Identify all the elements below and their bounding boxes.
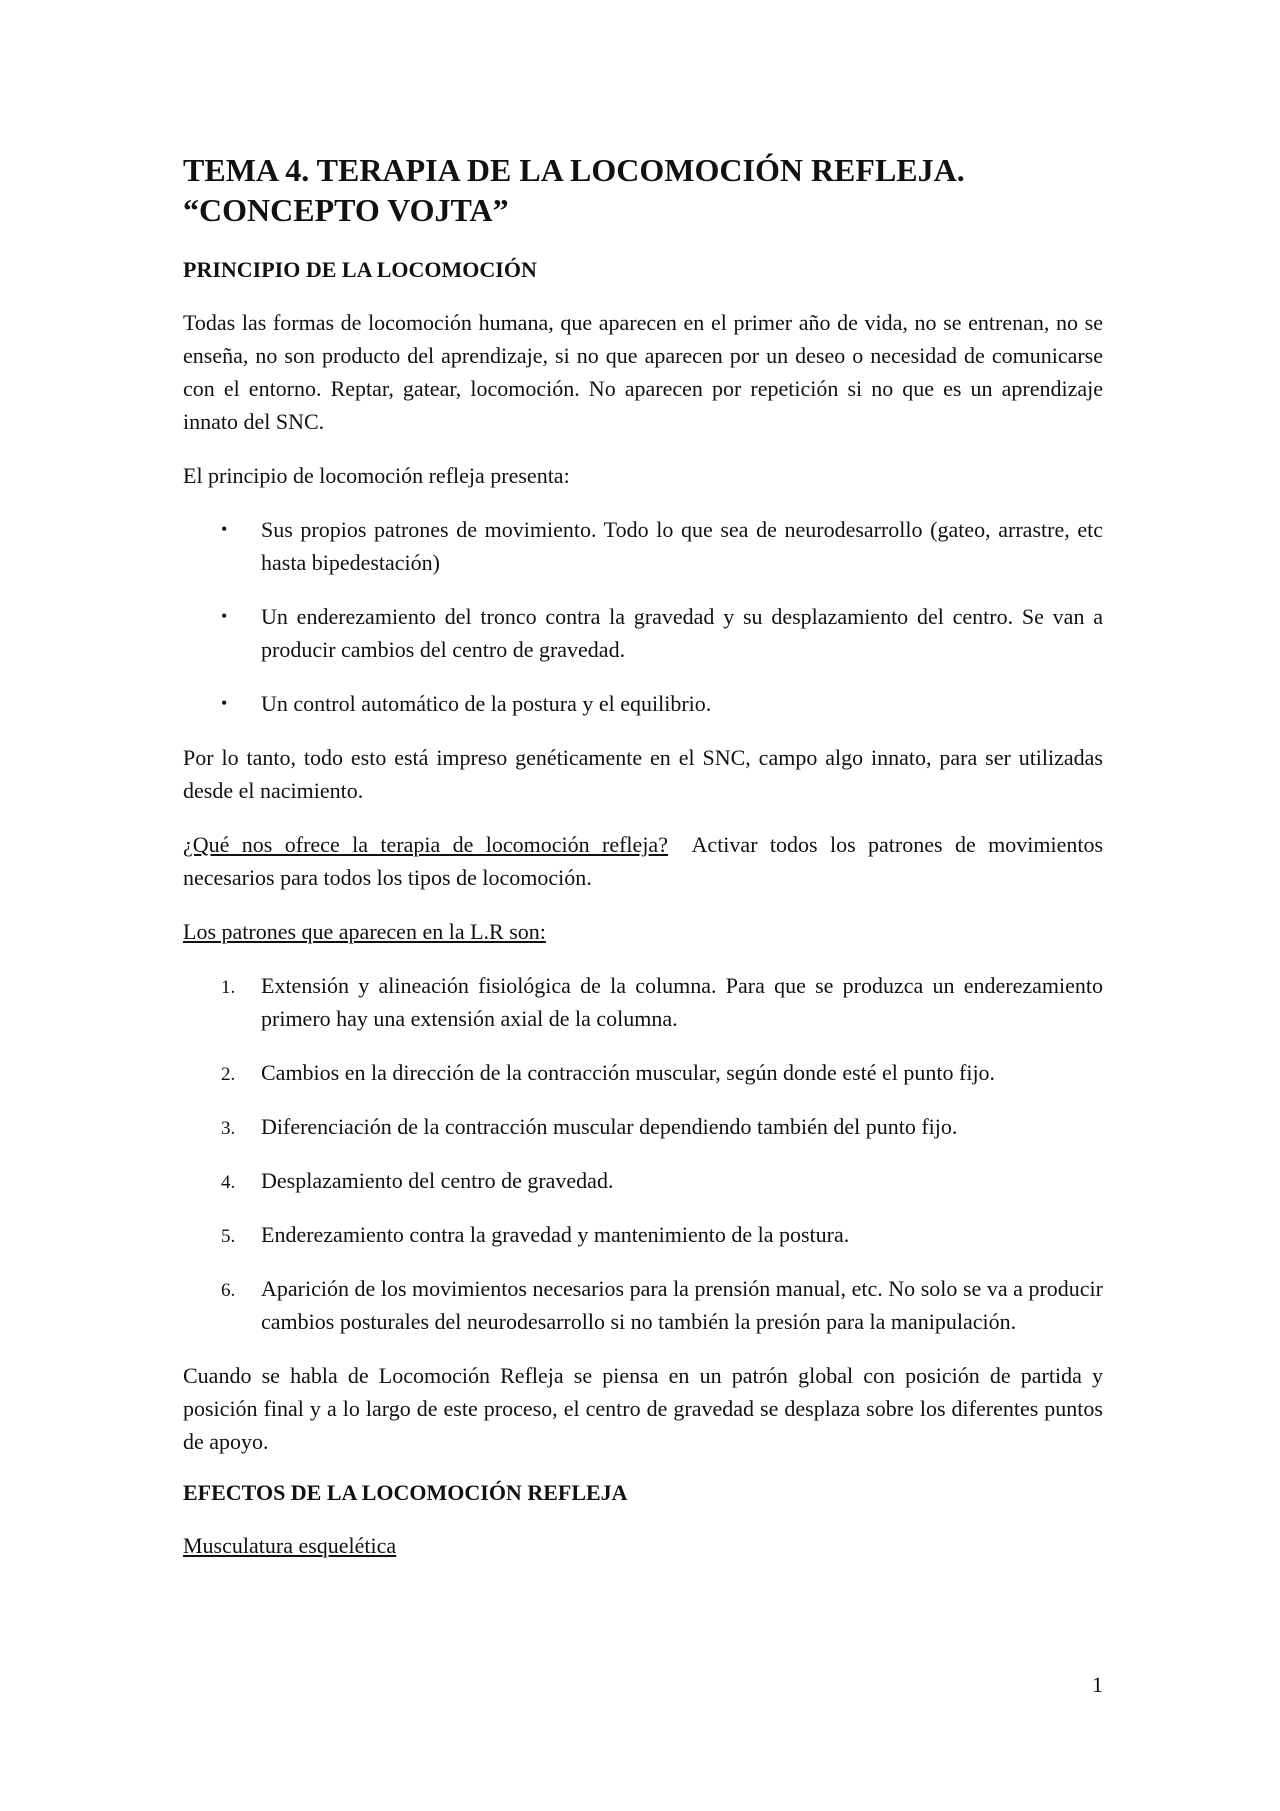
paragraph-6: Cuando se habla de Locomoción Refleja se piensa en un patrón global con posición de partida y posición final y a lo largo de este proceso, el centro de gravedad se desplaza sobre los diferentes puntos de apoyo. (183, 1363, 1103, 1454)
list-item (183, 513, 1103, 579)
item-number: 1. (221, 977, 236, 998)
subheading (183, 1529, 1103, 1562)
item-number: 2. (221, 1064, 236, 1085)
title-line-2: “CONCEPTO VOJTA” (183, 192, 509, 228)
document-title (183, 150, 1103, 230)
answer-text: Activar todos los patrones de movimientos necesarios para todos los tipos de locomoción. (183, 832, 1104, 890)
list-item-text: Sus propios patrones de movimiento. Todo lo que sea de neurodesarrollo (gateo, arrastre, etc hasta bipedestación) (261, 517, 1103, 575)
list-item-text: Aparición de los movimientos necesarios para la prensión manual, etc. No solo se va a producir cambios posturales del neurodesarrollo si no también la presión para la manipulación. (261, 1276, 1103, 1334)
item-number: 3. (221, 1118, 236, 1139)
list-item (183, 1110, 1103, 1143)
item-number: 4. (221, 1172, 236, 1193)
list-item-text: Extensión y alineación fisiológica de la columna. Para que se produzca un enderezamiento primero hay una extensión axial de la columna. (261, 973, 1103, 1031)
bullet-icon: • (221, 606, 228, 626)
list-item-text: Enderezamiento contra la gravedad y mantenimiento de la postura. (261, 1222, 850, 1247)
list-item-text: Diferenciación de la contracción muscular dependiendo también del punto fijo. (261, 1114, 958, 1139)
list-item (183, 969, 1103, 1035)
paragraph-1: Todas las formas de locomoción humana, que aparecen en el primer año de vida, no se entrenan, no se enseña, no son producto del aprendizaje, si no que aparecen por un deseo o necesidad de comunicarse con el entorno. Reptar, gatear, locomoción. No aparecen por repetición si no que es un aprendizaje innato del SNC. (183, 310, 1103, 434)
paragraph-5 (183, 915, 1103, 948)
bullet-icon: • (221, 693, 228, 713)
paragraph-4 (183, 828, 1103, 894)
list-item (183, 1218, 1103, 1251)
bullet-icon: • (221, 519, 228, 539)
list-item (183, 1164, 1103, 1197)
subheading-text: Musculatura esquelética (183, 1533, 397, 1558)
numbered-list (183, 969, 1103, 1338)
list-item-text: Desplazamiento del centro de gravedad. (261, 1168, 614, 1193)
bullet-list (183, 513, 1103, 720)
list-item (183, 1272, 1103, 1338)
section-heading-principio: PRINCIPIO DE LA LOCOMOCIÓN (183, 257, 537, 282)
paragraph-2: El principio de locomoción refleja presenta: (183, 463, 570, 488)
list-item (183, 687, 1103, 720)
list-item-text: Un enderezamiento del tronco contra la gravedad y su desplazamiento del centro. Se van a producir cambios del centro de gravedad. (261, 604, 1103, 662)
title-line-1: TEMA 4. TERAPIA DE LA LOCOMOCIÓN REFLEJA. (183, 152, 965, 188)
item-number: 5. (221, 1226, 236, 1247)
paragraph-3: Por lo tanto, todo esto está impreso genéticamente en el SNC, campo algo innato, para ser utilizadas desde el nacimiento. (183, 745, 1103, 803)
question-text: ¿Qué nos ofrece la terapia de locomoción refleja? (183, 832, 668, 857)
list-item (183, 1056, 1103, 1089)
item-number: 6. (221, 1280, 236, 1301)
patterns-intro: Los patrones que aparecen en la L.R son: (183, 919, 546, 944)
section-heading-efectos: EFECTOS DE LA LOCOMOCIÓN REFLEJA (183, 1480, 628, 1505)
list-item (183, 600, 1103, 666)
list-item-text: Un control automático de la postura y el equilibrio. (261, 691, 712, 716)
page-number: 1 (1092, 1672, 1103, 1697)
document-page (183, 150, 1103, 1583)
list-item-text: Cambios en la dirección de la contracción muscular, según donde esté el punto fijo. (261, 1060, 996, 1085)
